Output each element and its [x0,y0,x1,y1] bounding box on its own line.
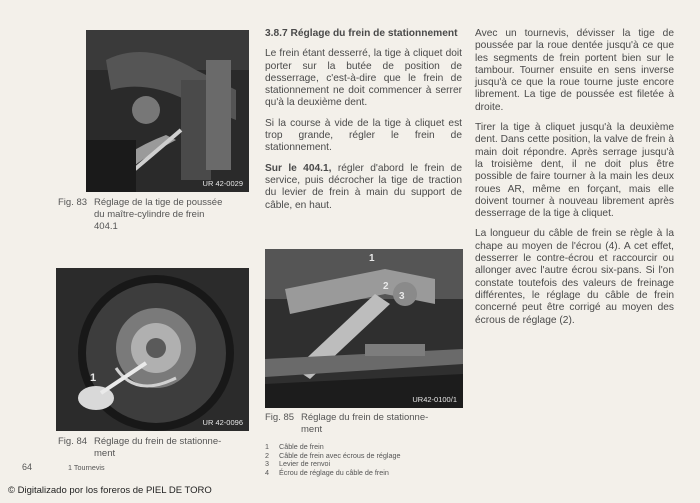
fig85-callout-2: 2 [383,281,389,292]
paragraph: Le frein étant desserré, la tige à cliquet doit porter sur la butée de position de desserrage, c'est-à-dire que le frein de stationnement ne doit commencer à serrer qu'à la deuxième dent. [265,48,462,109]
fig83-code: UR 42-0029 [202,179,243,188]
paragraph: La longueur du câble de frein se règle à la chape au moyen de l'écrou (4). A cet effet, desserrer le contre-écrou et raccourcir ou allonger avec l'autre écrou six-pans. Si l'on constate toutefois des valeurs de freinage différentes, le réglage du câble de frein concerné peut être corrigé au moyen des écrous de réglage (2). [475,228,674,326]
fig85-photo [265,249,463,408]
fig85-code: UR42-0100/1 [412,395,457,404]
section-heading: 3.8.7 Réglage du frein de stationnement [265,28,458,39]
fig85-caption-line1: Réglage du frein de stationne- [301,412,429,423]
fig83-number: Fig. 83 [58,197,88,208]
fig85-callout-3: 3 [399,291,405,302]
fig83-caption-line3: 404.1 [94,221,118,232]
right-text-column [475,28,674,335]
fig85-legend [265,443,400,477]
fig83-caption-line2: du maître-cylindre de frein [94,209,205,220]
paragraph: Sur le 404.1, régler d'abord le frein de service, puis décrocher la tige de traction du levier de frein à main du support de câble, en haut. [265,162,462,211]
paragraph: Si la course à vide de la tige à cliquet est trop grande, régler le frein de stationnement. [265,117,462,154]
fig85-callout-1: 1 [369,253,375,264]
fig84-illustration [56,268,249,431]
page-number: 64 [22,462,33,472]
fig84-number: Fig. 84 [58,436,88,447]
fig85-legend-item: 2 Câble de frein avec écrous de réglage [265,450,401,460]
model-label: Sur le 404.1, [265,162,332,174]
paragraph: Tirer la tige à cliquet jusqu'à la deuxième dent. Dans cette position, la valve de frein à main doit répondre. Après serrage jusqu'à la troisième dent, il ne doit plus être possible de faire tourner à la main les deux roues AR, même en forçant, mais elle doivent tourner à nouveau librement après desserrage de la tige à cliquet. [475,122,674,220]
fig85-legend-item: 4 Écrou de réglage du câble de frein [265,467,389,477]
middle-text-column [265,28,462,220]
fig84-callout-1: 1 [90,372,97,384]
fig85-caption [265,412,475,438]
fig84-legend: 1 Tournevis [68,463,105,472]
paragraph: Avec un tournevis, dévisser la tige de poussée par la roue dentée jusqu'à ce que les segments de frein portent bien sur le tambour. Tourner ensuite en sens inverse jusqu'à ce que la roue tourne juste encore librement. La tige de poussée est filetée à droite. [475,28,674,113]
fig84-code: UR 42-0096 [202,418,243,427]
fig84-caption [58,436,258,462]
fig85-number: Fig. 85 [265,412,295,423]
fig85-legend-item: 3 Levier de renvoi [265,459,331,469]
fig85-caption-line2: ment [301,424,323,435]
fig84-caption-line2: ment [94,448,116,459]
fig83-illustration [86,30,249,192]
fig85-legend-item: 1 Câble de frein [265,442,324,451]
fig84-photo [56,268,249,431]
fig83-caption [58,197,258,237]
footer-copyright: © Digitalizado por los foreros de PIEL DE TORO [8,485,212,496]
fig84-caption-line1: Réglage du frein de stationne- [94,436,222,447]
fig83-photo [86,30,249,192]
fig85-illustration [265,249,463,408]
fig83-caption-line1: Réglage de la tige de poussée [94,197,223,208]
